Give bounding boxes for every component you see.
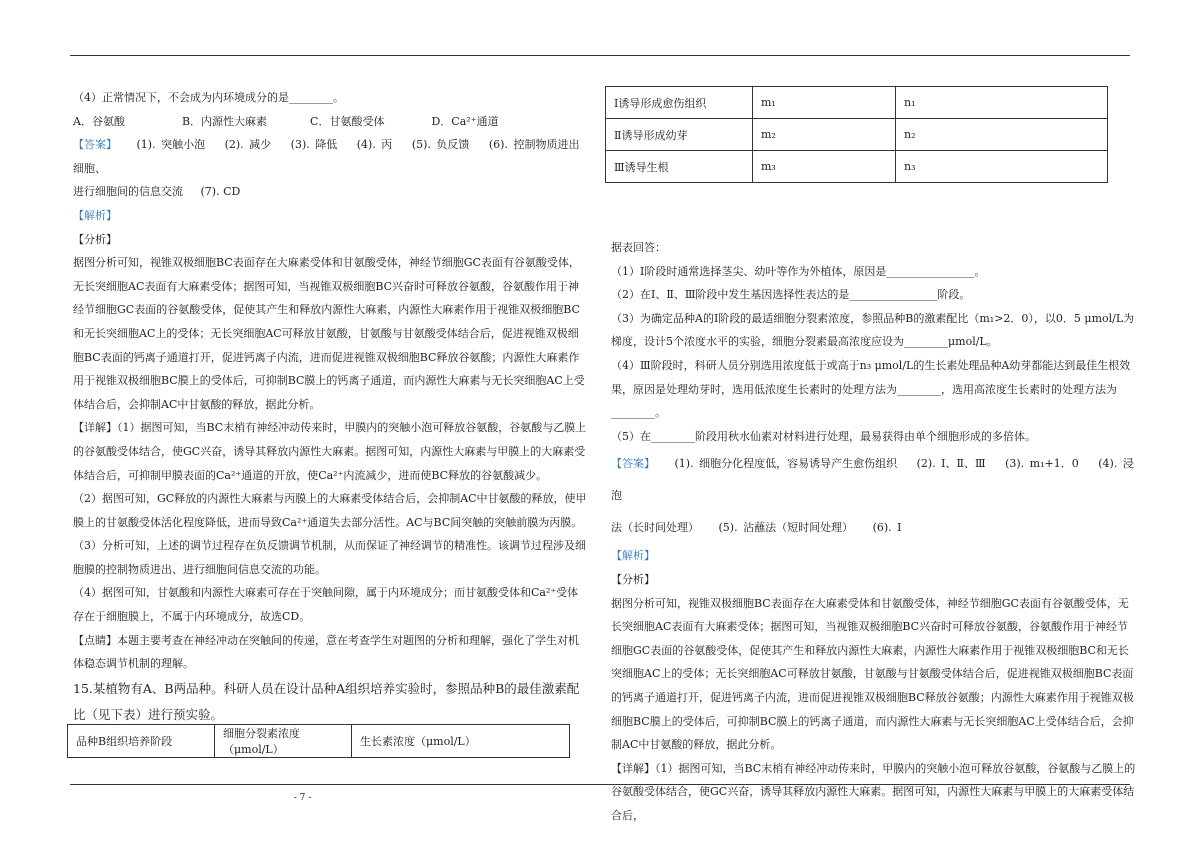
hormone-table-header bbox=[67, 724, 570, 758]
answer-7: (7). CD bbox=[200, 185, 241, 199]
option-b: B．内源性大麻素 bbox=[181, 114, 268, 128]
table-cell: n₁ bbox=[896, 87, 1108, 119]
table-cell: Ⅱ诱导形成幼芽 bbox=[606, 119, 753, 151]
answer-2: (2). Ⅰ、Ⅱ、Ⅲ bbox=[916, 457, 986, 471]
detail-4: （4）据图可知，甘氨酸和内源性大麻素可存在于突触间隙，属于内环境成分；而甘氨酸受体和Ca²⁺受体存在于细胞膜上，不属于内环境成分，故选CD。 bbox=[73, 586, 579, 624]
table-cell: Ⅰ诱导形成愈伤组织 bbox=[606, 87, 753, 119]
answer-4: (4). 浸泡 bbox=[611, 457, 1134, 503]
option-c: C．甘氨酸受体 bbox=[310, 114, 385, 128]
answer-6: (6). 控制物质进出细胞、 bbox=[73, 138, 580, 175]
xiangjie-tag: 【详解】 bbox=[611, 761, 655, 775]
answer-6: (6). Ⅰ bbox=[872, 521, 902, 535]
table-row bbox=[606, 151, 1108, 183]
detail-3: （3）分析可知，上述的调节过程存在负反馈调节机制，从而保证了神经调节的精准性。该调节过程涉及细胞膜的控制物质进出、进行细胞间信息交流的功能。 bbox=[73, 539, 586, 576]
answer-1: (1). 突触小泡 bbox=[136, 138, 206, 152]
jiexi-tag: 【解析】 bbox=[73, 208, 117, 222]
answer-line-2 bbox=[73, 180, 588, 204]
question-15: 15.某植物有A、B两品种。科研人员在设计品种A组织培养实验时，参照品种B的最佳激素配比（见下表）进行预实验。 bbox=[73, 680, 580, 722]
answer-4: (4). 丙 bbox=[356, 138, 393, 152]
answer-1: (1). 细胞分化程度低，容易诱导产生愈伤组织 bbox=[674, 457, 898, 471]
detail-1: （1）据图可知，当BC末梢有神经冲动传来时，甲膜内的突触小泡可释放谷氨酸，谷氨酸与乙膜上的谷氨酸受体结合，使GC兴奋，诱导其释放内源性大麻素。据图可知，内源性大麻素与甲膜上的大麻素受体结合后， bbox=[611, 761, 1136, 822]
table-header-cell: 生长素浓度（μmol/L） bbox=[352, 725, 570, 758]
xiangjie-para bbox=[73, 416, 588, 487]
q4-stem: （4）正常情况下，不会成为内环境成分的是________。 bbox=[73, 91, 344, 104]
answer-line bbox=[73, 133, 588, 180]
fenxi-tag: 【分析】 bbox=[73, 232, 117, 246]
dianjing-text: 本题主要考查在神经冲动在突触间的传递，意在考查学生对题图的分析和理解，强化了学生对机体稳态调节机制的理解。 bbox=[73, 633, 579, 671]
answer-4-cont: 法（长时间处理） bbox=[611, 521, 699, 535]
top-rule bbox=[70, 55, 1130, 56]
sub-q2: （2）在Ⅰ、Ⅱ、Ⅲ阶段中发生基因选择性表达的是________________阶段。 bbox=[611, 288, 971, 302]
option-d: D．Ca²⁺通道 bbox=[431, 114, 499, 128]
table-cell: n₃ bbox=[896, 151, 1108, 183]
fenxi-text: 据图分析可知，视锥双极细胞BC表面存在大麻素受体和甘氨酸受体，神经节细胞GC表面有谷氨酸受体，无长突细胞AC表面有大麻素受体；据图可知，当视锥双极细胞BC兴奋时可释放谷氨酸，谷氨酸作用于神经节细胞GC表面的谷氨酸受体，促使其产生和释放内源性大麻素，内源性大麻素作用于视锥双极细胞BC和无长突细胞AC上的受体；无长突细胞AC可释放甘氨酸，甘氨酸与甘氨酸受体结合后，促进视锥双极细胞BC表面的钙离子通道打开，促进钙离子内流，进而促进视锥双极细胞BC释放谷氨酸；内源性大麻素作用于视锥双极细胞BC膜上的受体后，可抑制BC膜上的钙离子通道，而内源性大麻素与无长突细胞AC上受体结合后，会抑制AC中甘氨酸的释放，据此分析。 bbox=[73, 256, 585, 411]
answer-5: (5). 负反馈 bbox=[411, 138, 470, 152]
answer-3: (3). m₁+1．0 bbox=[1005, 457, 1079, 471]
sub-q1: （1）Ⅰ阶段时通常选择茎尖、幼叶等作为外植体，原因是________________。 bbox=[611, 264, 986, 278]
answer-3: (3). 降低 bbox=[290, 138, 338, 152]
sub-q5: （5）在________阶段用秋水仙素对材料进行处理，最易获得由单个细胞形成的多倍体。 bbox=[611, 429, 1036, 443]
answer-tag: 【答案】 bbox=[611, 457, 655, 471]
table-cell: m₂ bbox=[753, 119, 896, 151]
table-cell: Ⅲ诱导生根 bbox=[606, 151, 753, 183]
fenxi-text: 据图分析可知，视锥双极细胞BC表面存在大麻素受体和甘氨酸受体，神经节细胞GC表面有谷氨酸受体，无长突细胞AC表面有大麻素受体；据图可知，当视锥双极细胞BC兴奋时可释放谷氨酸，谷氨酸作用于神经节细胞GC表面的谷氨酸受体，促使其产生和释放内源性大麻素，内源性大麻素作用于视锥双极细胞BC和无长突细胞AC上的受体；无长突细胞AC可释放甘氨酸，甘氨酸与甘氨酸受体结合后，促进视锥双极细胞BC表面的钙离子通道打开，促进钙离子内流，进而促进视锥双极细胞BC释放谷氨酸；内源性大麻素作用于视锥双极细胞BC膜上的受体后，可抑制BC膜上的钙离子通道，而内源性大麻素与无长突细胞AC上受体结合后，会抑制AC中甘氨酸的释放，据此分析。 bbox=[611, 596, 1134, 752]
xiangjie-para bbox=[611, 757, 1136, 828]
answer-5: (5). 沾蘸法（短时间处理） bbox=[718, 521, 854, 535]
answer-line bbox=[611, 448, 1136, 512]
xiangjie-tag: 【详解】 bbox=[73, 421, 117, 435]
answer-2: (2). 减少 bbox=[224, 138, 272, 152]
intro: 据表回答： bbox=[611, 241, 666, 254]
jiexi-tag: 【解析】 bbox=[611, 549, 655, 563]
answer-6-cont: 进行细胞间的信息交流 bbox=[73, 185, 183, 199]
sub-q4: （4）Ⅲ阶段时，科研人员分别选用浓度低于或高于n₃ μmol/L的生长素处理品种A幼芽都能达到最佳生根效果，原因是处理幼芽时，选用低浓度生长素时的处理方法为________，选用高浓度生长素时的处理方法为________。 bbox=[611, 358, 1131, 420]
hormone-table-body bbox=[605, 86, 1108, 183]
table-row bbox=[606, 87, 1108, 119]
detail-2: （2）据图可知，GC释放的内源性大麻素与丙膜上的大麻素受体结合后，会抑制AC中甘氨酸的释放，使甲膜上的甘氨酸受体活化程度降低，进而导致Ca²⁺通道失去部分活性。AC与BC间突触的突触前膜为丙膜。 bbox=[73, 492, 587, 529]
detail-1: （1）据图可知，当BC末梢有神经冲动传来时，甲膜内的突触小泡可释放谷氨酸，谷氨酸与乙膜上的谷氨酸受体结合，使GC兴奋，诱导其释放内源性大麻素。据图可知，内源性大麻素与甲膜上的大麻素受体结合后，可抑制甲膜表面的Ca²⁺通道的开放，使Ca²⁺内流减少，进而使BC释放的谷氨酸减少。 bbox=[73, 421, 587, 482]
table-header-row bbox=[68, 725, 570, 758]
table-header-cell: 细胞分裂素浓度（μmol/L） bbox=[215, 725, 352, 758]
dianjing-tag: 【点睛】 bbox=[73, 633, 117, 647]
option-a: A．谷氨酸 bbox=[73, 114, 125, 128]
dianjing-para bbox=[73, 629, 588, 676]
answer-tag: 【答案】 bbox=[73, 138, 117, 152]
q4-options bbox=[73, 110, 588, 134]
right-column bbox=[611, 236, 1136, 827]
sub-q3: （3）为确定品种A的Ⅰ阶段的最适细胞分裂素浓度，参照品种B的激素配比（m₁>2．0），以0．5 μmol/L为梯度，设计5个浓度水平的实验，细胞分裂素最高浓度应设为________μmol/L。 bbox=[611, 311, 1135, 349]
answer-line-2 bbox=[611, 512, 1136, 544]
table-cell: m₁ bbox=[753, 87, 896, 119]
table-row bbox=[606, 119, 1108, 151]
page-number: - 7 - bbox=[293, 793, 312, 803]
table-header-cell: 品种B组织培养阶段 bbox=[68, 725, 215, 758]
table-cell: n₂ bbox=[896, 119, 1108, 151]
table-cell: m₃ bbox=[753, 151, 896, 183]
fenxi-tag: 【分析】 bbox=[611, 572, 655, 586]
left-column bbox=[73, 86, 588, 728]
